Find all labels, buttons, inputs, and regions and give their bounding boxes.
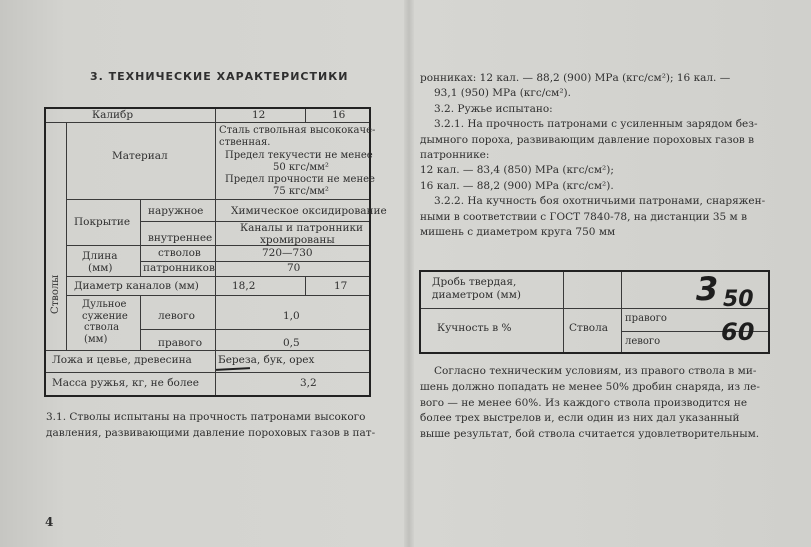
bore-12-value: 18,2: [232, 280, 256, 292]
handwritten-right-accuracy: 50: [723, 287, 754, 312]
right-barrel-label: правого: [625, 313, 667, 324]
page-number: 4: [45, 515, 54, 529]
section-heading: 3. ТЕХНИЧЕСКИЕ ХАРАКТЕРИСТИКИ: [90, 70, 349, 83]
coating-inner-value-1: Каналы и патронники: [240, 222, 364, 234]
choke-right-label: правого: [158, 337, 203, 349]
handwritten-left-accuracy: 60: [721, 318, 755, 346]
barrels-length-value: 720—730: [262, 247, 313, 259]
coating-inner-value-2: хромированы: [260, 234, 335, 246]
material-label: Материал: [112, 150, 168, 162]
barrel-label: Ствола: [569, 322, 609, 334]
stock-value: Береза, бук, орех: [218, 354, 315, 366]
mass-label: Масса ружья, кг, не более: [52, 377, 199, 389]
shot-label-2: диаметром (мм): [432, 289, 521, 301]
coating-label: Покрытие: [74, 216, 131, 228]
bore-label: Диаметр каналов (мм): [74, 280, 199, 292]
mass-value: 3,2: [300, 377, 317, 389]
caliber-12: 12: [252, 109, 266, 121]
coating-outer-value: Химическое оксидирование: [231, 205, 387, 217]
barrels-sub-label: стволов: [158, 247, 201, 259]
choke-right-value: 0,5: [283, 337, 300, 349]
chambers-length-value: 70: [287, 262, 301, 274]
handwritten-shot-size: 3: [696, 270, 719, 308]
caliber-label: Калибр: [92, 109, 134, 121]
length-unit: (мм): [88, 262, 113, 274]
chambers-sub-label: патронников: [143, 262, 215, 274]
barrels-vertical-label: Стволы: [50, 274, 61, 314]
paragraph-right-top: ронниках: 12 кал. — 88,2 (900) МРа (кгс/см²); 16 кал. — 93,1 (950) МРа (кгс/см²). 3.2. Ружье испытано: 3.2.1. На прочность патронами с усиленным зарядом без- дымного пороха, развивающим давление пороховых газов в патроннике: 12 кал. — 83,4 (850) МРа (кгс/см²); 16 кал. — 88,2 (900) МРа (кгс/см²). 3.2.2. На кучность боя охотничьими патронами, снаряжен- ными в соответствии с ГОСТ 7840-78, на дистанции 35 м в мишень с диаметром круга 750 мм: [420, 72, 766, 239]
coating-outer-label: наружное: [148, 205, 204, 217]
choke-left-label: левого: [158, 310, 195, 322]
material-value: Сталь ствольная высококаче- ственная. Предел текучести не менее 50 кгс/мм² Предел прочности не менее 75 кгс/мм²: [219, 125, 376, 198]
shot-label-1: Дробь твердая,: [432, 276, 517, 288]
left-barrel-label: левого: [625, 336, 661, 347]
caliber-16: 16: [332, 109, 346, 121]
stock-label: Ложа и цевье, древесина: [52, 354, 192, 366]
length-label: Длина: [82, 250, 118, 262]
choke-label: Дульное сужение ствола (мм): [82, 299, 128, 345]
page-fold: [404, 0, 414, 547]
paragraph-right-bottom: Согласно техническим условиям, из правого ствола в ми- шень должно попадать не менее 50% дробин снаряда, из ле- вого — не менее 60%. Из каждого ствола производится не более трех выстрелов и, если один из них дал указанный выше результат, бой ствола считается удовлетворительным.: [420, 365, 760, 441]
choke-left-value: 1,0: [283, 310, 300, 322]
accuracy-label: Кучность в %: [437, 322, 512, 334]
bore-16-value: 17: [334, 280, 348, 292]
paragraph-3-1: 3.1. Стволы испытаны на прочность патронами высокого давления, развивающими давление пороховых газов в пат-: [46, 411, 376, 440]
coating-inner-label: внутреннее: [148, 232, 213, 244]
